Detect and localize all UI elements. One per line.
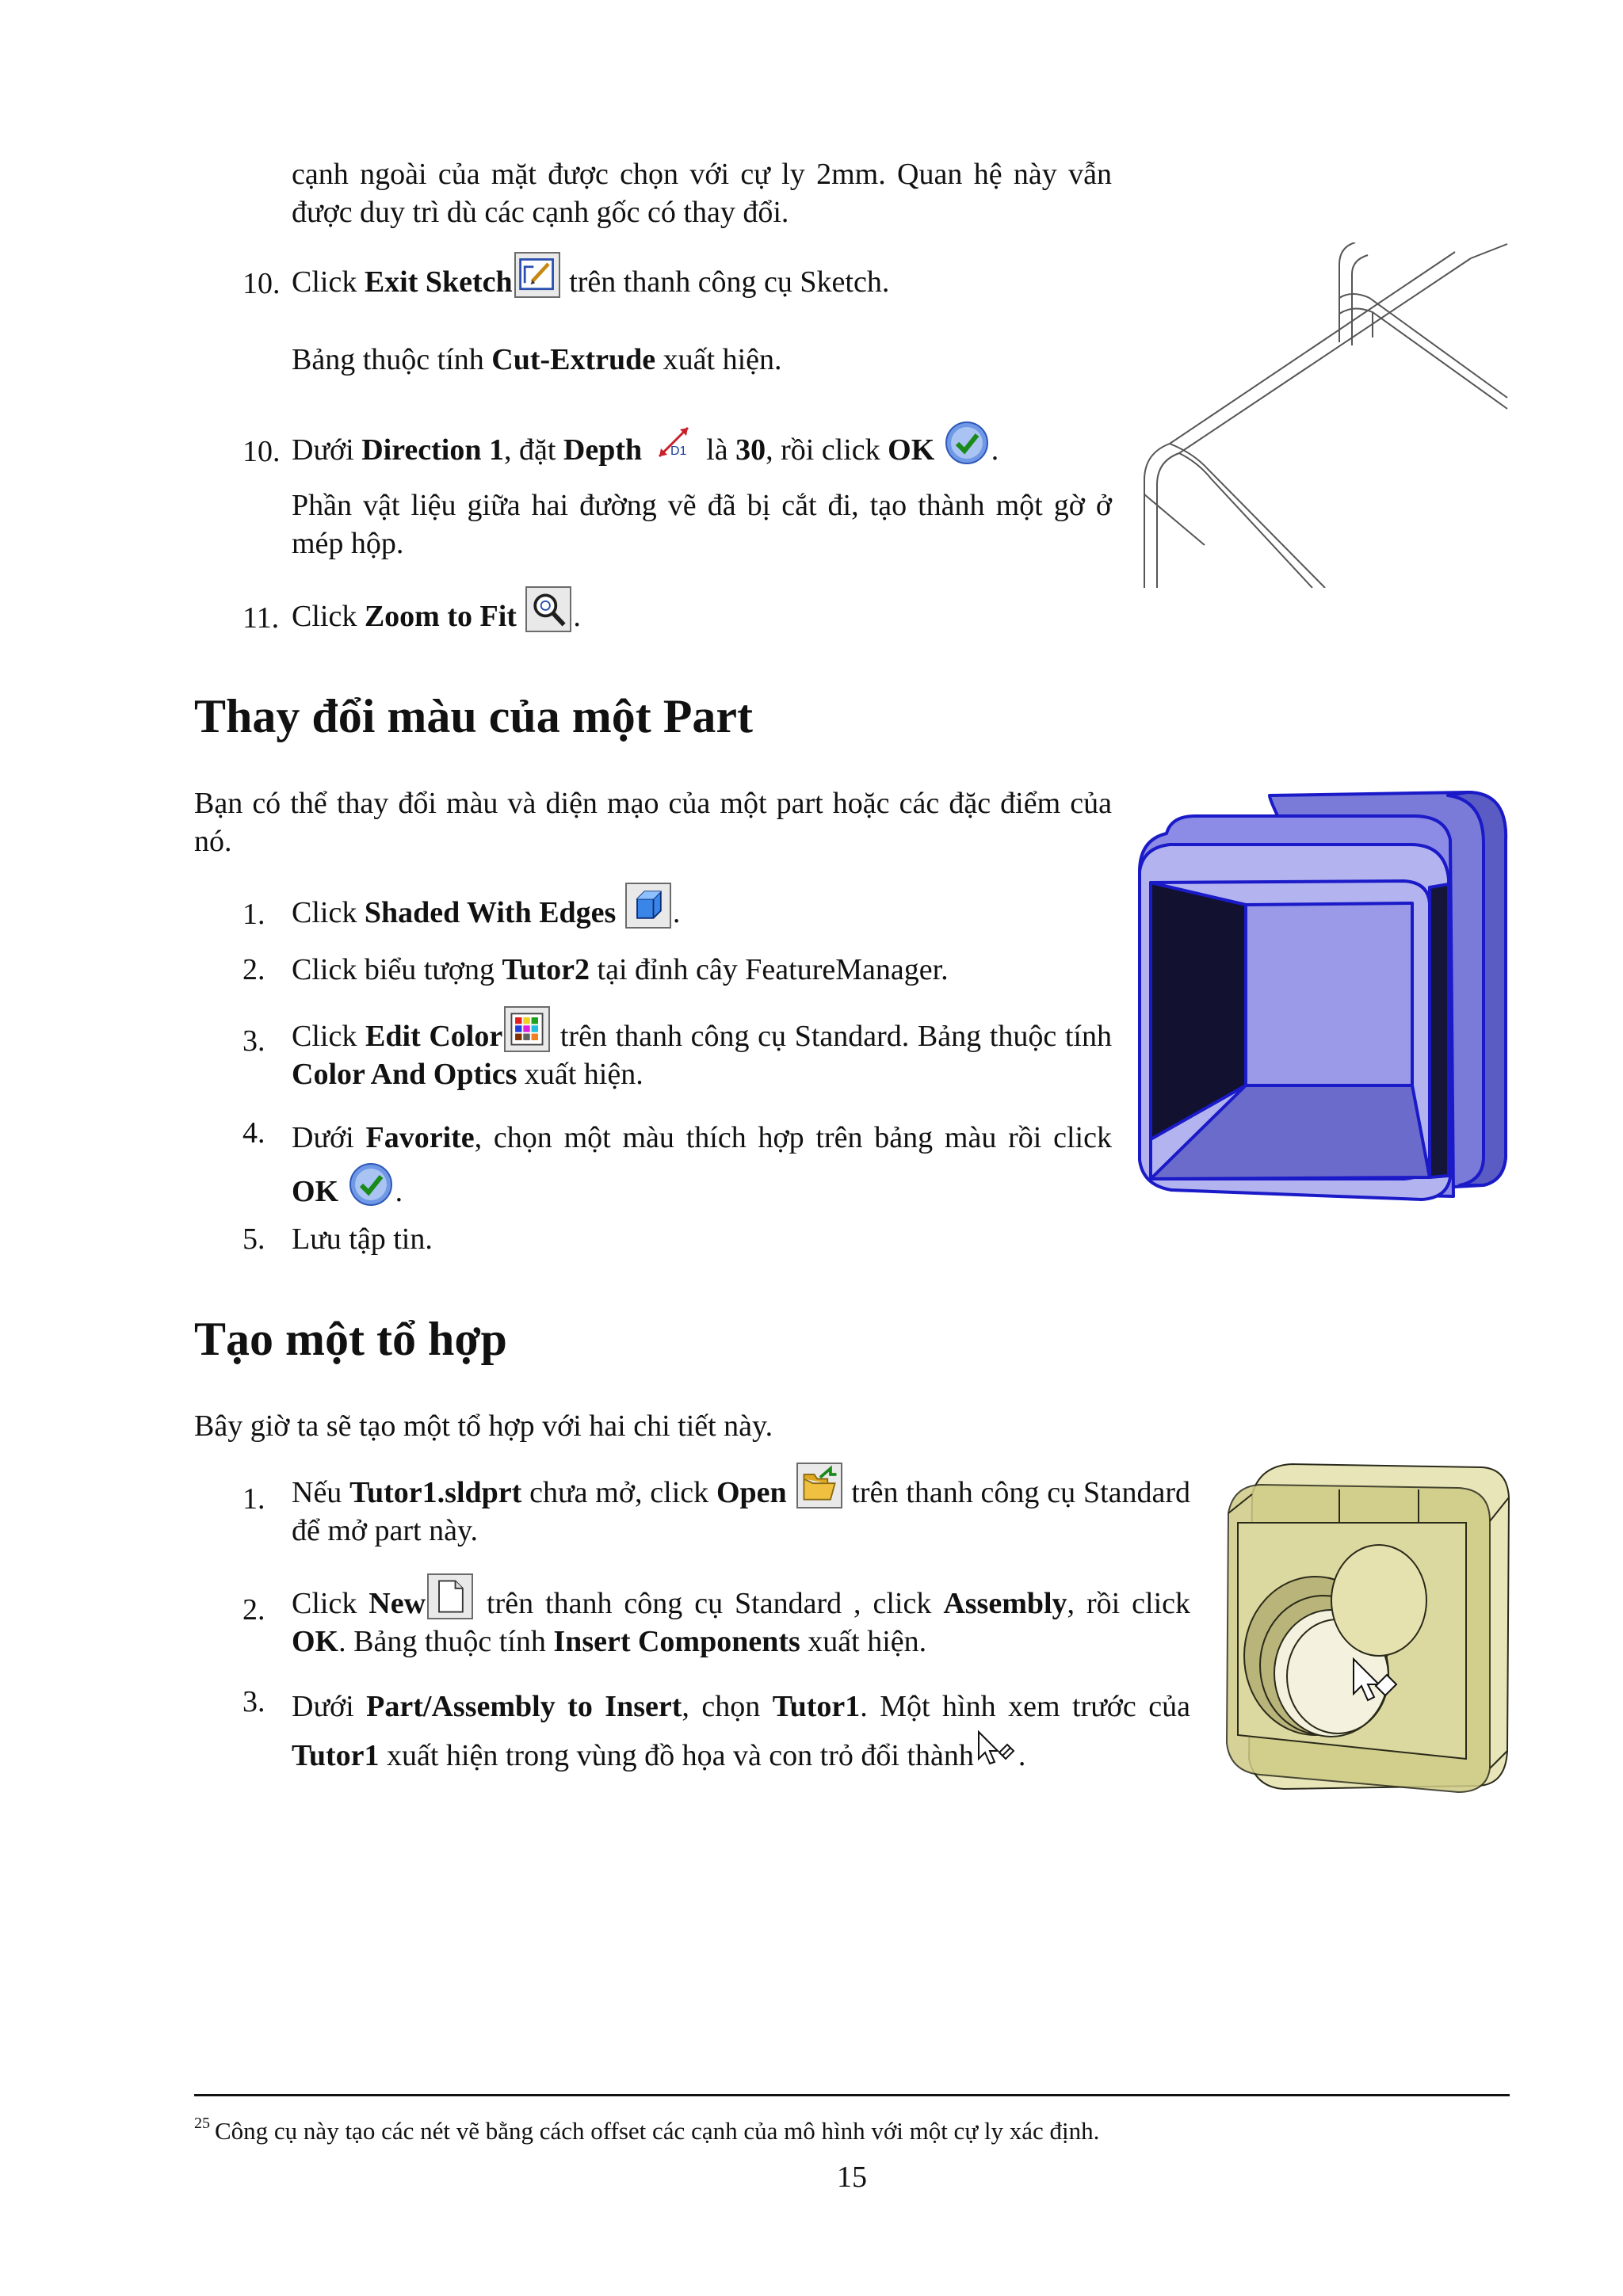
- step-bold: Shaded With Edges: [364, 896, 617, 929]
- step-bold: Tutor1.sldprt: [349, 1476, 522, 1509]
- step-bold: OK: [888, 433, 935, 467]
- step-text: Nếu: [292, 1476, 350, 1509]
- cut-extrude-note: [292, 341, 1124, 379]
- edit-color-icon[interactable]: [504, 1006, 550, 1052]
- step-bold: Zoom to Fit: [364, 600, 517, 633]
- step-bold: 30: [735, 433, 766, 467]
- section1-intro: Bạn có thể thay đổi màu và diện mạo của một part hoặc các đặc điểm của nó.: [194, 787, 1112, 858]
- step-text: chưa mở, click: [521, 1476, 716, 1509]
- assembly-preview-figure: [1220, 1458, 1510, 1794]
- step-text: .: [573, 600, 581, 633]
- step-text: xuất hiện.: [800, 1625, 927, 1658]
- step-text: trên thanh công cụ Sketch.: [561, 265, 890, 299]
- step-new-assembly: [292, 1573, 1190, 1661]
- step-text: Dưới: [292, 433, 362, 467]
- shaded-with-edges-icon[interactable]: [625, 883, 671, 929]
- step-text: , đặt: [503, 433, 563, 467]
- step-click-tutor2: [292, 951, 1124, 989]
- step-number: 3.: [242, 1024, 265, 1058]
- step-number: 4.: [242, 1116, 265, 1150]
- step-number: 2.: [242, 1593, 265, 1627]
- step-bold: Favorite: [365, 1121, 475, 1154]
- step-text: .: [395, 1175, 403, 1208]
- footnote-divider: [194, 2094, 1510, 2096]
- note-text: Bảng thuộc tính: [292, 343, 492, 376]
- step-number: 10.: [242, 435, 281, 468]
- step-number: 2.: [242, 953, 265, 986]
- step-number: 1.: [242, 898, 265, 931]
- ok-checkmark-icon[interactable]: [348, 1161, 394, 1207]
- step-bold: Color And Optics: [292, 1058, 517, 1091]
- step-number: 1.: [242, 1482, 265, 1516]
- step-bold: Part/Assembly to Insert: [366, 1690, 682, 1723]
- step-bold: Tutor2: [502, 953, 590, 986]
- step-number: 10.: [242, 267, 281, 300]
- step-text: Dưới: [292, 1690, 367, 1723]
- step-text: là: [698, 433, 736, 467]
- step-number: 5.: [242, 1222, 265, 1256]
- step-text: trên thanh công cụ Standard để mở part này.: [292, 1476, 1191, 1547]
- step-text: trên thanh công cụ Standard , click: [475, 1587, 944, 1620]
- step-number: 3.: [242, 1685, 265, 1718]
- step-bold: OK: [292, 1625, 339, 1658]
- step-text: , rồi click: [1067, 1587, 1191, 1620]
- step-text: . Một hình xem trước của: [860, 1690, 1190, 1723]
- step-bold: Open: [716, 1476, 787, 1509]
- step-bold: Tutor1: [292, 1739, 380, 1772]
- shaded-part-figure: [1135, 784, 1510, 1206]
- step-bold: Assembly: [943, 1587, 1067, 1620]
- footnote: [194, 2107, 1099, 2147]
- page-number: 15: [837, 2161, 867, 2194]
- new-document-icon[interactable]: [427, 1573, 473, 1619]
- step-bold: Tutor1: [772, 1690, 861, 1723]
- step-bold: OK: [292, 1175, 339, 1208]
- footnote-mark: 25: [194, 2115, 210, 2132]
- step-exit-sketch: [292, 252, 1124, 301]
- step-text: Click biểu tượng: [292, 953, 502, 986]
- step-insert-tutor1: [292, 1683, 1190, 1779]
- depth-icon[interactable]: [651, 420, 697, 466]
- step-save-file: Lưu tập tin.: [292, 1222, 433, 1256]
- step-bold: Exit Sketch: [364, 265, 513, 299]
- exit-sketch-icon[interactable]: [514, 252, 560, 298]
- zoom-to-fit-icon[interactable]: [525, 586, 571, 632]
- step-text: , chọn một màu thích hợp trên bảng màu rồi click: [474, 1121, 1112, 1154]
- section-heading-create-assembly: Tạo một tổ hợp: [194, 1313, 507, 1365]
- step-text: .: [672, 896, 681, 929]
- step-bold: Depth: [563, 433, 643, 467]
- ok-checkmark-icon[interactable]: [944, 420, 990, 466]
- section-heading-change-color: Thay đổi màu của một Part: [194, 690, 753, 742]
- step-text: , rồi click: [766, 433, 888, 467]
- step-result-note: Phần vật liệu giữa hai đường vẽ đã bị cắt đi, tạo thành một gờ ở mép hộp.: [292, 489, 1112, 560]
- step-text: tại đỉnh cây FeatureManager.: [590, 953, 949, 986]
- note-text: xuất hiện.: [655, 343, 782, 376]
- step-text: Click: [292, 265, 365, 299]
- step-text: xuất hiện.: [517, 1058, 643, 1091]
- step-text: trên thanh công cụ Standard. Bảng thuộc tính: [552, 1020, 1112, 1053]
- step-favorite-color: [292, 1114, 1112, 1215]
- step-bold: New: [369, 1587, 426, 1620]
- step-open-tutor1: [292, 1463, 1190, 1550]
- rounded-edge-wireframe-figure: [1138, 242, 1510, 588]
- step-text: .: [1018, 1739, 1026, 1772]
- step-bold: Insert Components: [553, 1625, 800, 1658]
- step-text: Dưới: [292, 1121, 366, 1154]
- note-bold: Cut-Extrude: [491, 343, 656, 376]
- step-shaded-with-edges: [292, 883, 1124, 932]
- step-edit-color: [292, 1006, 1112, 1093]
- footnote-text: Công cụ này tạo các nét vẽ bằng cách offset các cạnh của mô hình với một cự ly xác định.: [215, 2117, 1100, 2145]
- step-text: .: [991, 433, 999, 467]
- svg-text:D1: D1: [670, 444, 687, 458]
- step-text: xuất hiện trong vùng đồ họa và con trỏ đổi thành: [379, 1739, 974, 1772]
- step-text: Click: [292, 1020, 365, 1053]
- open-folder-icon[interactable]: [796, 1463, 842, 1508]
- intro-paragraph: cạnh ngoài của mặt được chọn với cự ly 2mm. Quan hệ này vẫn được duy trì dù các cạnh gốc có thay đổi.: [292, 158, 1112, 229]
- step-text: Click: [292, 1587, 369, 1620]
- section2-intro: Bây giờ ta sẽ tạo một tổ hợp với hai chi tiết này.: [194, 1409, 773, 1443]
- step-text: . Bảng thuộc tính: [338, 1625, 554, 1658]
- step-zoom-to-fit: [292, 586, 1124, 635]
- insert-cursor-icon: [976, 1730, 1017, 1772]
- step-bold: Edit Color: [365, 1020, 503, 1053]
- step-bold: Direction 1: [361, 433, 504, 467]
- step-number: 11.: [242, 601, 280, 635]
- step-direction-depth: [292, 420, 1124, 469]
- step-text: , chọn: [682, 1690, 773, 1723]
- step-text: Click: [292, 600, 365, 633]
- step-text: Click: [292, 896, 365, 929]
